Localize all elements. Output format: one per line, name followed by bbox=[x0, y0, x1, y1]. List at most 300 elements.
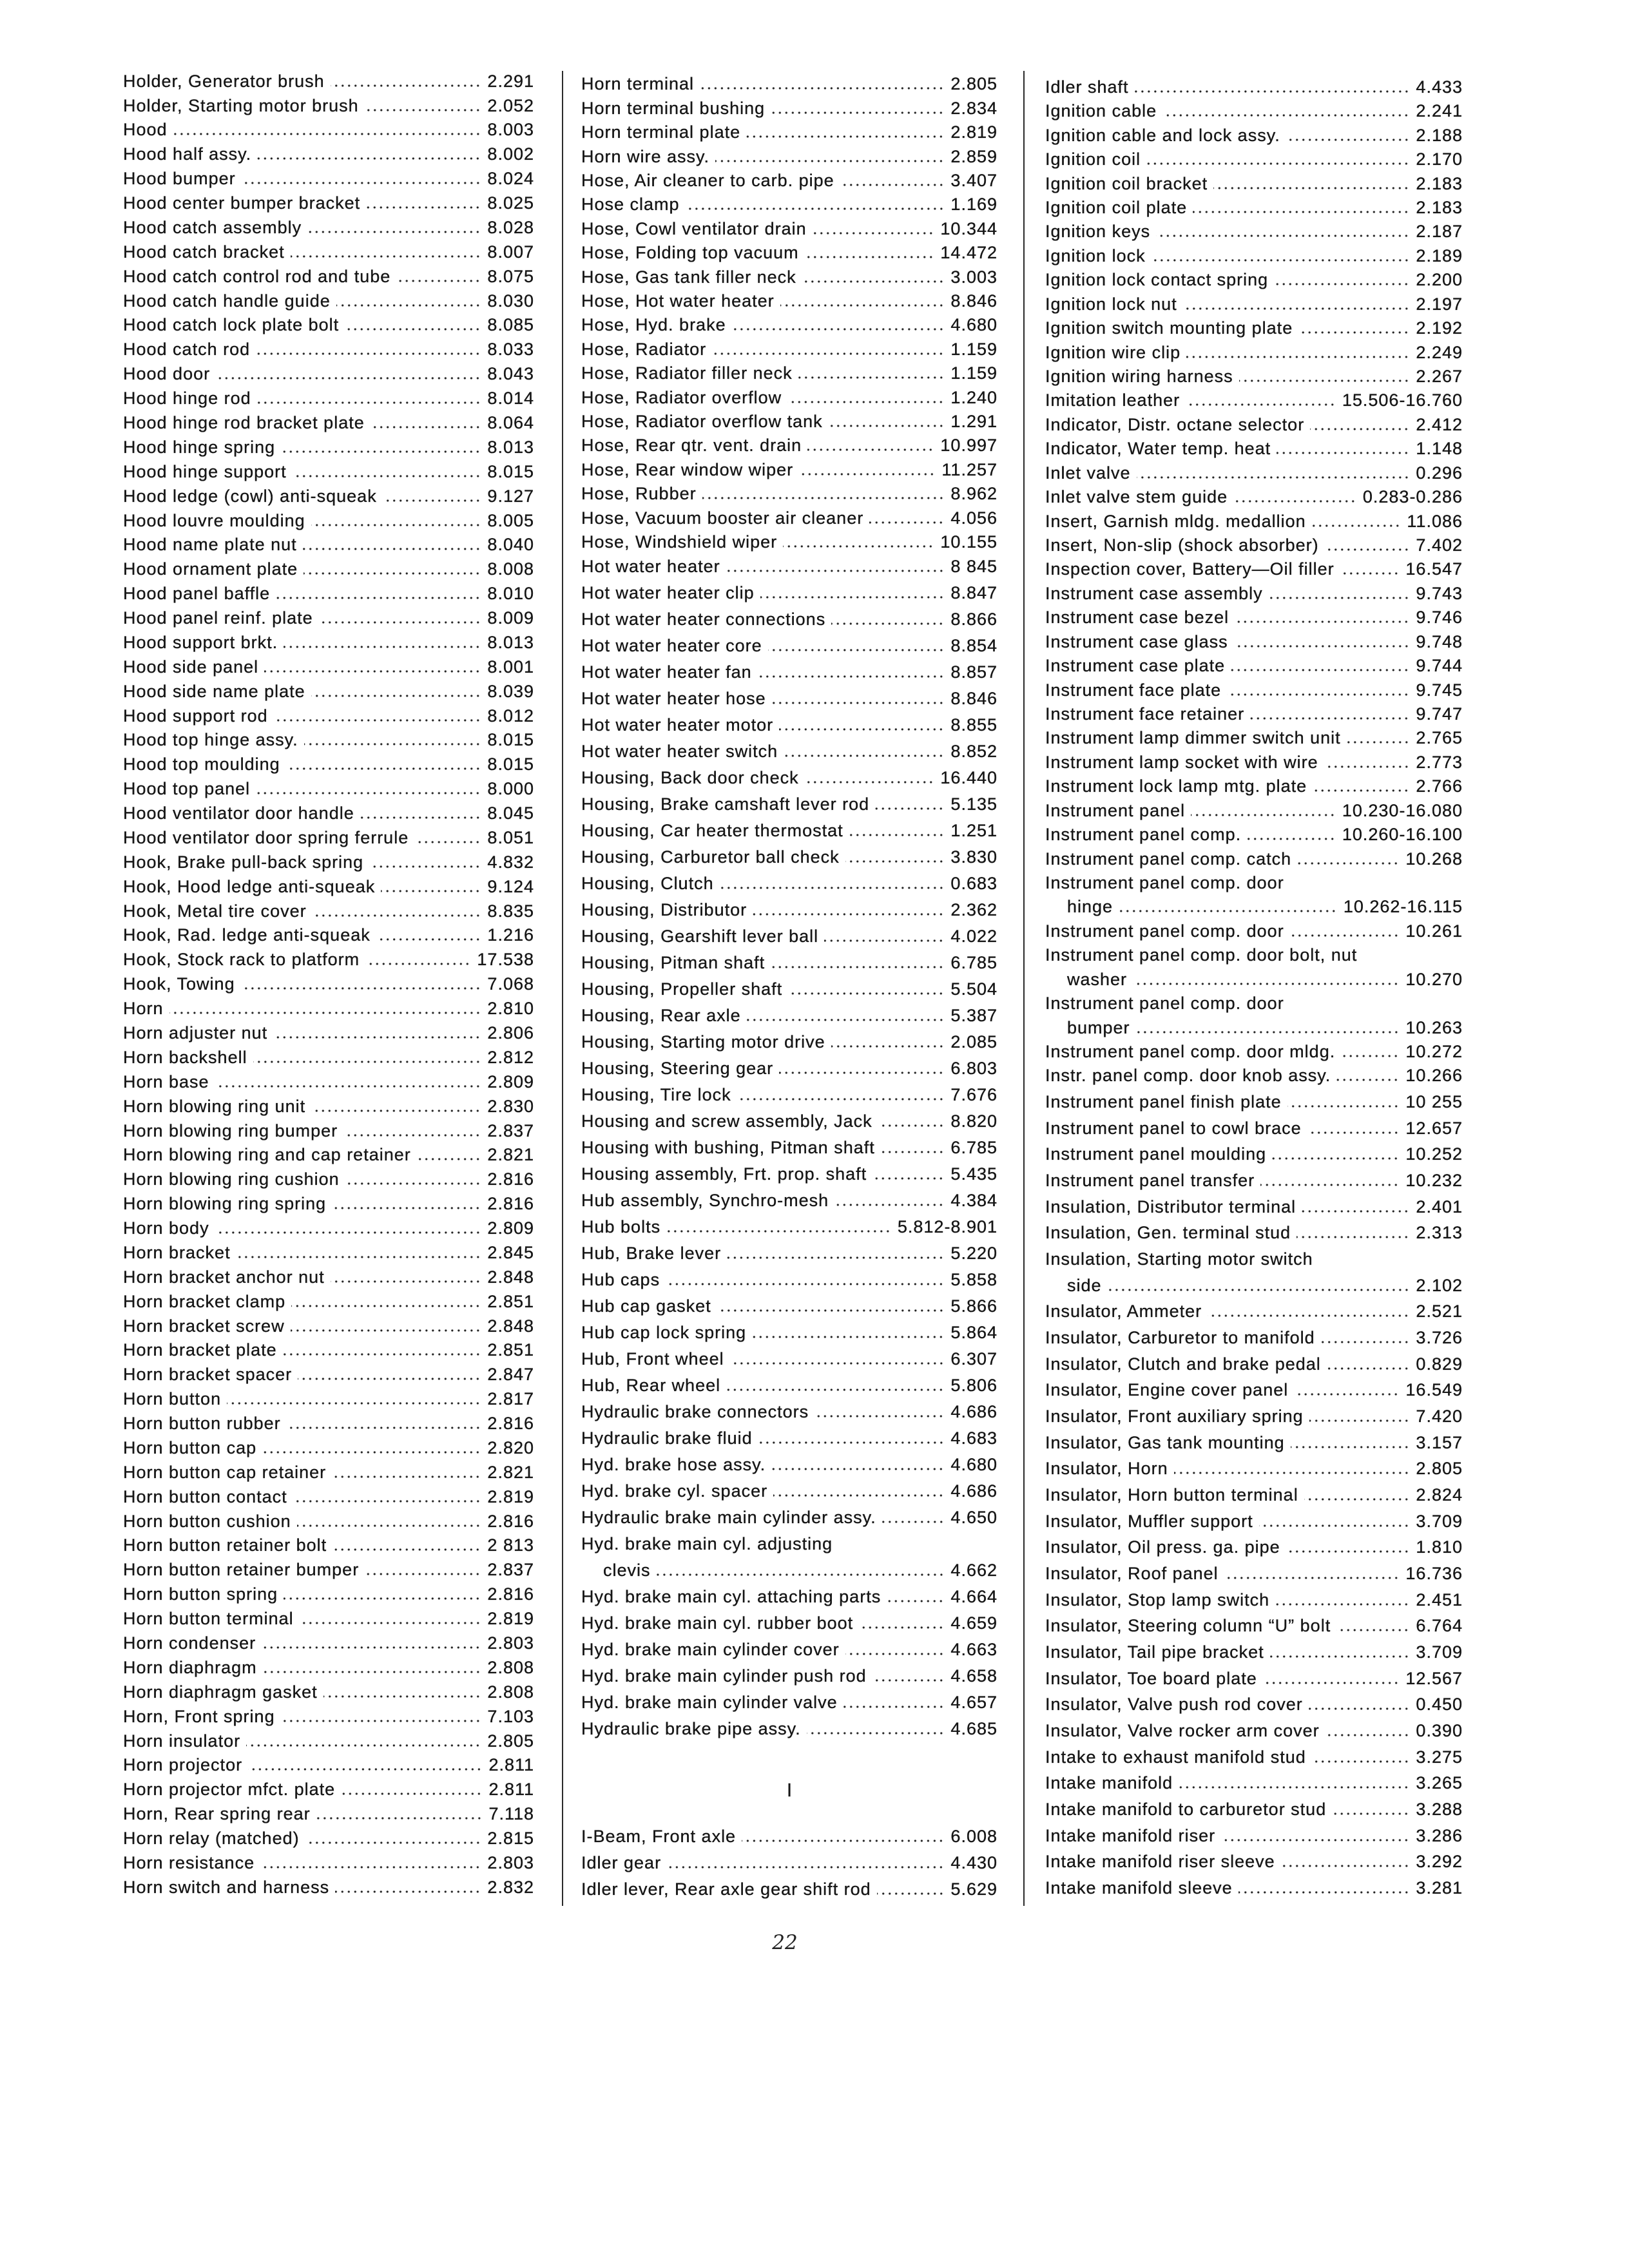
index-entry bbox=[123, 1436, 534, 1461]
index-entry bbox=[581, 791, 998, 818]
entry-page-ref: 2.805 bbox=[487, 1731, 534, 1751]
entry-page-ref: 2.187 bbox=[1416, 222, 1463, 242]
entry-label: Horn adjuster nut bbox=[123, 1023, 268, 1043]
entry-label: Horn diaphragm gasket bbox=[123, 1682, 318, 1702]
entry-label: Instrument lamp dimmer switch unit bbox=[1045, 728, 1341, 748]
entry-label: Hood top moulding bbox=[123, 754, 280, 774]
entry-page-ref: 10.272 bbox=[1405, 1041, 1463, 1061]
entry-page-ref: 10.252 bbox=[1405, 1144, 1463, 1164]
dot-leader bbox=[1270, 1655, 1412, 1658]
entry-page-ref: 2.805 bbox=[1416, 1459, 1463, 1479]
entry-label: Horn bracket anchor nut bbox=[123, 1267, 325, 1287]
index-entry bbox=[581, 1637, 998, 1663]
index-entry bbox=[581, 410, 998, 434]
index-entry bbox=[1045, 244, 1463, 268]
index-entry bbox=[123, 313, 534, 338]
entry-label: Hyd. brake main cyl. adjusting bbox=[581, 1534, 833, 1554]
entry-label: Instrument case assembly bbox=[1045, 583, 1263, 603]
entry-label: Horn base bbox=[123, 1072, 209, 1091]
dot-leader bbox=[1347, 741, 1412, 744]
entry-page-ref: 11.086 bbox=[1407, 511, 1463, 531]
entry-label: Instrument face retainer bbox=[1045, 704, 1245, 724]
dot-leader bbox=[771, 966, 946, 968]
index-entry bbox=[1045, 1064, 1463, 1088]
entry-label: Hood door bbox=[123, 364, 211, 384]
index-entry bbox=[123, 1192, 534, 1216]
entry-page-ref: 7.103 bbox=[487, 1706, 534, 1726]
entry-page-ref: 5.504 bbox=[950, 979, 998, 999]
entry-page-ref: 3.709 bbox=[1416, 1642, 1463, 1662]
entry-page-ref: 3.709 bbox=[1416, 1511, 1463, 1531]
entry-page-ref: 5.387 bbox=[950, 1006, 998, 1026]
entry-label: Hydraulic brake connectors bbox=[581, 1402, 809, 1422]
entry-page-ref: 5.135 bbox=[950, 794, 998, 814]
dot-leader bbox=[1309, 1707, 1412, 1710]
entry-page-ref: 2.845 bbox=[487, 1242, 534, 1262]
dot-leader bbox=[383, 499, 483, 502]
entry-page-ref: 8.015 bbox=[487, 461, 534, 481]
dot-leader bbox=[1312, 524, 1403, 527]
index-entry bbox=[581, 1214, 998, 1240]
dot-leader bbox=[297, 1524, 483, 1527]
entry-page-ref: 2.815 bbox=[487, 1829, 534, 1849]
entry-page-ref: 16.549 bbox=[1405, 1380, 1463, 1400]
entry-label: Instrument panel comp. door bbox=[1045, 872, 1284, 892]
dot-leader bbox=[700, 87, 946, 90]
entry-label: Ignition cable and lock assy. bbox=[1045, 125, 1280, 145]
entry-label: Horn button bbox=[123, 1389, 222, 1409]
dot-leader bbox=[771, 111, 946, 114]
dot-leader bbox=[284, 646, 483, 648]
entry-page-ref: 9.743 bbox=[1416, 583, 1463, 603]
index-entry bbox=[581, 1531, 998, 1557]
dot-leader bbox=[319, 621, 483, 624]
index-entry bbox=[1045, 726, 1463, 750]
entry-page-ref: 5.812-8.901 bbox=[897, 1217, 998, 1237]
index-entry bbox=[1045, 1377, 1463, 1403]
index-entry bbox=[581, 1161, 998, 1187]
dot-leader bbox=[1336, 1629, 1411, 1631]
index-entry bbox=[581, 289, 998, 313]
entry-page-ref: 3.407 bbox=[950, 170, 998, 190]
index-entry bbox=[1045, 365, 1463, 389]
dot-leader bbox=[742, 1840, 946, 1842]
entry-label: Housing, Gearshift lever ball bbox=[581, 927, 819, 947]
index-entry bbox=[1045, 557, 1463, 581]
index-entry bbox=[581, 434, 998, 457]
index-entry bbox=[123, 826, 534, 850]
index-entry bbox=[1045, 1168, 1463, 1194]
entry-page-ref: 4.680 bbox=[950, 1455, 998, 1475]
entry-page-ref: 10.263 bbox=[1405, 1017, 1463, 1037]
entry-label: Hood catch lock plate bolt bbox=[123, 315, 340, 335]
dot-leader bbox=[1313, 789, 1411, 792]
entry-page-ref: 3.265 bbox=[1416, 1773, 1463, 1793]
dot-leader bbox=[758, 1441, 947, 1444]
entry-label: Insulator, Stop lamp switch bbox=[1045, 1590, 1270, 1610]
entry-page-ref: 1.159 bbox=[950, 363, 998, 383]
entry-page-ref: 2.816 bbox=[487, 1169, 534, 1189]
entry-label: Hose, Rear window wiper bbox=[581, 459, 794, 479]
entry-label: Hot water heater motor bbox=[581, 715, 774, 735]
entry-page-ref: 10.270 bbox=[1405, 969, 1463, 989]
index-entry bbox=[581, 1055, 998, 1082]
dot-leader bbox=[1259, 1524, 1412, 1527]
dot-leader bbox=[712, 352, 946, 355]
entry-page-ref: 4.664 bbox=[950, 1587, 998, 1607]
entry-page-ref: 7.402 bbox=[1416, 535, 1463, 555]
index-entry bbox=[1045, 1561, 1463, 1587]
entry-page-ref: 2.851 bbox=[487, 1340, 534, 1360]
index-entry bbox=[123, 70, 534, 94]
dot-leader bbox=[1186, 356, 1411, 358]
dot-leader bbox=[771, 1468, 946, 1470]
entry-page-ref: 8.030 bbox=[487, 291, 534, 311]
entry-label: Housing, Steering gear bbox=[581, 1059, 774, 1079]
entry-label: Hood side panel bbox=[123, 657, 259, 677]
entry-page-ref: 8.039 bbox=[487, 681, 534, 701]
entry-page-ref: 2.765 bbox=[1416, 728, 1463, 748]
entry-page-ref: 5.220 bbox=[950, 1244, 998, 1264]
dot-leader bbox=[1302, 1210, 1411, 1213]
entry-page-ref: 1.240 bbox=[950, 387, 998, 407]
entry-page-ref: 2.816 bbox=[487, 1194, 534, 1214]
index-entry-continuation bbox=[1045, 968, 1463, 992]
index-entry-continuation bbox=[1045, 895, 1463, 919]
index-entry bbox=[1045, 1613, 1463, 1639]
entry-label: Ignition lock nut bbox=[1045, 294, 1177, 314]
entry-label: Hose, Radiator overflow tank bbox=[581, 411, 823, 431]
entry-page-ref: 8.012 bbox=[487, 706, 534, 726]
index-entry bbox=[123, 362, 534, 387]
index-entry bbox=[581, 1003, 998, 1029]
entry-label: Hydraulic brake pipe assy. bbox=[581, 1719, 801, 1739]
entry-label: Hook, Brake pull-back spring bbox=[123, 852, 364, 872]
index-entry bbox=[581, 1663, 998, 1689]
entry-label: Insulator, Carburetor to manifold bbox=[1045, 1328, 1315, 1348]
entry-label: Horn terminal bbox=[581, 74, 695, 94]
entry-label: Hyd. brake hose assy. bbox=[581, 1455, 766, 1475]
entry-label: Hood panel baffle bbox=[123, 584, 271, 604]
entry-label: Horn blowing ring unit bbox=[123, 1096, 306, 1116]
index-entry bbox=[1045, 1115, 1463, 1142]
index-entry bbox=[123, 1705, 534, 1729]
dot-leader bbox=[248, 1768, 484, 1771]
entry-label: Holder, Starting motor brush bbox=[123, 95, 359, 115]
entry-page-ref: 2.521 bbox=[1416, 1302, 1463, 1321]
dot-leader bbox=[1307, 1131, 1402, 1134]
entry-page-ref: 8.025 bbox=[487, 193, 534, 213]
index-entry bbox=[581, 1823, 998, 1850]
index-entry bbox=[581, 169, 998, 193]
index-entry bbox=[1045, 1823, 1463, 1849]
entry-label: Ignition coil plate bbox=[1045, 197, 1188, 217]
entry-label: Ignition lock bbox=[1045, 245, 1146, 265]
dot-leader bbox=[1286, 139, 1412, 141]
entry-label: Instrument case bezel bbox=[1045, 608, 1229, 628]
dot-leader bbox=[307, 231, 483, 233]
entry-label: Horn bracket plate bbox=[123, 1340, 277, 1360]
entry-label: Hood catch bracket bbox=[123, 242, 285, 262]
index-entry bbox=[123, 1168, 534, 1192]
entry-label: Horn bbox=[123, 999, 164, 1019]
entry-label: Insulator, Toe board plate bbox=[1045, 1668, 1257, 1688]
dot-leader bbox=[878, 1124, 947, 1127]
dot-leader bbox=[298, 1378, 483, 1380]
entry-label: Insulator, Tail pipe bracket bbox=[1045, 1642, 1264, 1662]
index-entry bbox=[581, 738, 998, 765]
entry-label: Horn terminal bushing bbox=[581, 98, 766, 118]
entry-page-ref: 12.657 bbox=[1405, 1118, 1463, 1138]
index-entry bbox=[1045, 702, 1463, 726]
entry-page-ref: 9.745 bbox=[1416, 680, 1463, 700]
entry-page-ref: 8.007 bbox=[487, 242, 534, 262]
dot-leader bbox=[336, 304, 483, 307]
index-entry bbox=[581, 870, 998, 897]
entry-page-ref: 5.629 bbox=[950, 1879, 998, 1899]
dot-leader bbox=[256, 792, 483, 794]
entry-page-ref: 2.362 bbox=[950, 900, 998, 920]
entry-page-ref: 2.766 bbox=[1416, 776, 1463, 796]
entry-label: Intake manifold riser sleeve bbox=[1045, 1852, 1275, 1872]
entry-page-ref: 2.102 bbox=[1416, 1275, 1463, 1295]
entry-label: Ignition switch mounting plate bbox=[1045, 318, 1293, 338]
dot-leader bbox=[730, 1362, 947, 1365]
entry-page-ref: 0.683 bbox=[950, 874, 998, 894]
dot-leader bbox=[760, 596, 947, 599]
dot-leader bbox=[1277, 452, 1411, 454]
column-divider-2 bbox=[1023, 71, 1025, 1906]
entry-page-ref: 4.022 bbox=[950, 927, 998, 947]
entry-page-ref: 0.296 bbox=[1416, 463, 1463, 483]
index-entry bbox=[581, 482, 998, 506]
dot-leader bbox=[783, 545, 936, 548]
entry-page-ref: 4.056 bbox=[950, 508, 998, 528]
dot-leader bbox=[1156, 235, 1411, 237]
entry-page-ref: 8.024 bbox=[487, 169, 534, 189]
index-entry bbox=[581, 241, 998, 265]
entry-page-ref: 4.685 bbox=[950, 1719, 998, 1739]
entry-label: Hose, Windshield wiper bbox=[581, 532, 778, 552]
entry-page-ref: 0.390 bbox=[1416, 1721, 1463, 1740]
entry-page-ref: 8.040 bbox=[487, 535, 534, 555]
index-entry bbox=[1045, 196, 1463, 220]
dot-leader bbox=[1183, 307, 1412, 310]
entry-label: Hood top panel bbox=[123, 779, 251, 799]
index-entry bbox=[581, 950, 998, 976]
index-entry bbox=[1045, 582, 1463, 606]
dot-leader bbox=[1290, 934, 1402, 937]
entry-label: Hook, Stock rack to platform bbox=[123, 950, 360, 970]
index-entry bbox=[1045, 1141, 1463, 1168]
dot-leader bbox=[813, 232, 936, 235]
dot-leader bbox=[414, 841, 483, 843]
entry-page-ref: 9.747 bbox=[1416, 704, 1463, 724]
dot-leader bbox=[737, 1098, 947, 1100]
entry-page-ref: 11.257 bbox=[941, 459, 998, 479]
index-entry bbox=[1045, 533, 1463, 557]
entry-label: Hook, Towing bbox=[123, 974, 235, 994]
index-entry bbox=[123, 1216, 534, 1241]
entry-page-ref: 3.281 bbox=[1416, 1878, 1463, 1898]
index-entry bbox=[1045, 1040, 1463, 1064]
dot-leader bbox=[257, 157, 483, 160]
entry-label: Housing, Starting motor drive bbox=[581, 1032, 825, 1052]
index-entry bbox=[123, 509, 534, 533]
entry-label: Hot water heater connections bbox=[581, 610, 826, 629]
dot-leader bbox=[284, 1597, 483, 1600]
index-entry bbox=[123, 338, 534, 362]
dot-leader bbox=[246, 1744, 483, 1747]
index-entry bbox=[581, 580, 998, 606]
entry-page-ref: 8.033 bbox=[487, 340, 534, 360]
entry-label: Housing, Clutch bbox=[581, 874, 714, 894]
dot-leader bbox=[291, 1329, 483, 1332]
entry-label: Horn button contact bbox=[123, 1486, 287, 1506]
dot-leader bbox=[311, 524, 483, 526]
index-entry bbox=[581, 1425, 998, 1452]
entry-label: Instrument panel comp. door mldg. bbox=[1045, 1041, 1336, 1061]
entry-label: Hyd. brake main cylinder cover bbox=[581, 1640, 840, 1660]
entry-page-ref: 2.819 bbox=[487, 1609, 534, 1629]
entry-page-ref: 2.811 bbox=[488, 1780, 534, 1800]
entry-page-ref: 8 845 bbox=[950, 557, 998, 577]
dot-leader bbox=[1260, 1184, 1401, 1186]
dot-leader bbox=[1327, 1367, 1412, 1370]
dot-leader bbox=[877, 1892, 947, 1895]
dot-leader bbox=[815, 1415, 946, 1418]
entry-page-ref: 7.118 bbox=[488, 1804, 534, 1824]
index-entry bbox=[123, 1533, 534, 1558]
index-entry bbox=[1045, 148, 1463, 171]
index-entry bbox=[123, 1412, 534, 1436]
index-entry bbox=[123, 240, 534, 265]
entry-label: Idler gear bbox=[581, 1852, 662, 1872]
entry-label-continued: washer bbox=[1067, 969, 1128, 989]
index-entry bbox=[581, 145, 998, 169]
dot-leader bbox=[281, 450, 483, 453]
entry-label: Hub cap lock spring bbox=[581, 1323, 747, 1343]
index-entry bbox=[123, 191, 534, 216]
dot-leader bbox=[1193, 211, 1411, 213]
dot-leader bbox=[1304, 1498, 1412, 1501]
index-entry bbox=[123, 1070, 534, 1095]
dot-leader bbox=[1341, 1055, 1401, 1057]
entry-page-ref: 4.683 bbox=[950, 1428, 998, 1448]
dot-leader bbox=[872, 1177, 946, 1180]
entry-label: Hydraulic brake main cylinder assy. bbox=[581, 1508, 876, 1528]
index-entry bbox=[1045, 389, 1463, 412]
index-entry bbox=[123, 265, 534, 289]
entry-label: Horn blowing ring cushion bbox=[123, 1169, 340, 1189]
entry-label: Idler shaft bbox=[1045, 77, 1129, 97]
dot-leader bbox=[376, 938, 483, 941]
entry-label-continued: side bbox=[1067, 1275, 1102, 1295]
entry-label: Insert, Non-slip (shock absorber) bbox=[1045, 535, 1319, 555]
index-entry bbox=[123, 436, 534, 460]
entry-page-ref: 2.192 bbox=[1416, 318, 1463, 338]
entry-label: Insulator, Engine cover panel bbox=[1045, 1380, 1289, 1400]
entry-page-ref: 10 255 bbox=[1405, 1092, 1463, 1112]
entry-label: Ignition cable bbox=[1045, 101, 1157, 121]
entry-page-ref: 10.261 bbox=[1405, 921, 1463, 941]
entry-label: Hood catch control rod and tube bbox=[123, 266, 391, 286]
entry-label: Ignition wiring harness bbox=[1045, 366, 1233, 386]
entry-label: Inspection cover, Battery—Oil filler bbox=[1045, 559, 1335, 579]
index-entry bbox=[581, 458, 998, 482]
index-entry bbox=[123, 923, 534, 948]
dot-leader bbox=[887, 1600, 946, 1602]
entry-page-ref: 8.064 bbox=[487, 412, 534, 432]
entry-label: Hose clamp bbox=[581, 195, 680, 215]
entry-label: Instrument case plate bbox=[1045, 656, 1226, 676]
entry-page-ref: 8.045 bbox=[487, 803, 534, 823]
index-entry bbox=[1045, 823, 1463, 847]
index-entry bbox=[581, 1399, 998, 1425]
dot-leader bbox=[262, 1451, 483, 1454]
index-entry bbox=[123, 94, 534, 119]
index-entry bbox=[123, 1851, 534, 1876]
entry-label: Intake manifold bbox=[1045, 1773, 1173, 1793]
entry-page-ref: 8.013 bbox=[487, 437, 534, 457]
entry-page-ref: 2.816 bbox=[487, 1414, 534, 1434]
entry-label: Housing, Pitman shaft bbox=[581, 953, 766, 973]
index-entry bbox=[1045, 847, 1463, 871]
index-entry bbox=[1045, 1849, 1463, 1875]
entry-label: Housing, Carburetor ball check bbox=[581, 847, 840, 867]
index-entry bbox=[1045, 630, 1463, 654]
dot-leader bbox=[807, 448, 936, 451]
dot-leader bbox=[753, 913, 946, 916]
entry-page-ref: 10.155 bbox=[940, 532, 998, 552]
dot-leader bbox=[834, 1204, 946, 1206]
entry-page-ref: 2.806 bbox=[487, 1023, 534, 1043]
index-entry bbox=[581, 765, 998, 791]
index-entry bbox=[1045, 1325, 1463, 1351]
dot-leader bbox=[241, 987, 483, 990]
index-entry bbox=[581, 1346, 998, 1372]
entry-label: Hook, Hood ledge anti-squeak bbox=[123, 876, 376, 896]
dot-leader bbox=[747, 1019, 947, 1021]
entry-label: Hub assembly, Synchro-mesh bbox=[581, 1191, 829, 1211]
dot-leader bbox=[1108, 1289, 1412, 1291]
entry-label: Hub caps bbox=[581, 1270, 660, 1290]
dot-leader bbox=[1208, 1314, 1411, 1317]
dot-leader bbox=[1274, 283, 1411, 285]
index-entry bbox=[123, 606, 534, 631]
dot-leader bbox=[1239, 380, 1412, 382]
entry-label: Hyd. brake cyl. spacer bbox=[581, 1481, 768, 1501]
entry-label: Instrument panel to cowl brace bbox=[1045, 1118, 1302, 1138]
dot-leader bbox=[715, 160, 946, 162]
entry-label: Hub, Front wheel bbox=[581, 1349, 724, 1369]
dot-leader bbox=[276, 597, 483, 599]
entry-page-ref: 14.472 bbox=[940, 243, 998, 263]
entry-label: Ignition keys bbox=[1045, 222, 1151, 242]
dot-leader bbox=[1287, 1105, 1402, 1108]
entry-page-ref: 9.748 bbox=[1416, 631, 1463, 651]
entry-label: Hose, Rear qtr. vent. drain bbox=[581, 436, 802, 456]
entry-label: Hyd. brake main cyl. attaching parts bbox=[581, 1587, 882, 1607]
index-entry bbox=[581, 1082, 998, 1108]
index-entry bbox=[1045, 1587, 1463, 1613]
dot-leader bbox=[1133, 983, 1401, 985]
index-entry bbox=[123, 582, 534, 606]
index-entry bbox=[123, 1485, 534, 1510]
entry-label: Housing, Distributor bbox=[581, 900, 747, 920]
dot-leader bbox=[1340, 572, 1402, 575]
entry-label: Instrument panel transfer bbox=[1045, 1171, 1255, 1191]
